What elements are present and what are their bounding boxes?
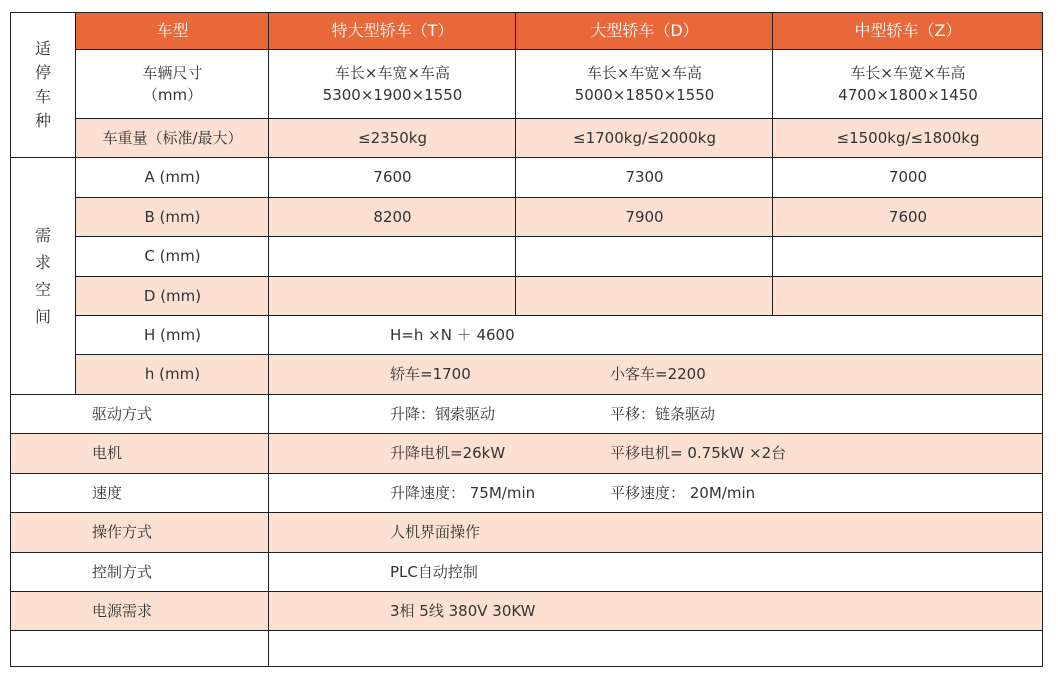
drive-label: 驱动方式 [92,404,153,423]
size-d-line1: 车长×车宽×车高 [586,63,703,82]
hline [76,49,1043,50]
group-char: 需 [34,225,51,245]
hline [10,473,1043,474]
header-car-type: 车型 [76,12,269,49]
border-top [10,12,1043,13]
vline-label [268,12,269,667]
size-d [516,49,773,118]
motor-label: 电机 [92,444,123,462]
operate-label: 操作方式 [92,523,153,541]
power-label: 电源需求 [92,601,153,620]
h-formula: H=h ×N ＋ 4600 [390,325,515,344]
group-char: 适 [34,38,51,58]
size-t-line1: 车长×车宽×车高 [334,63,451,82]
size-t-line2: 5300×1900×1550 [322,85,463,104]
size-label-line2: （mm） [142,85,203,104]
control-label: 控制方式 [92,562,153,581]
group-char: 停 [34,62,51,82]
group-char: 空 [34,279,51,299]
hline [76,354,1043,355]
size-z-line1: 车长×车宽×车高 [850,63,966,82]
group-char: 求 [34,252,51,272]
size-t [269,49,516,118]
a-label: A (mm) [144,168,201,186]
hline [76,236,1043,237]
speed-value-shift: 平移速度： 20M/min [610,483,756,502]
weight-d: ≤1700kg/≤2000kg [516,118,773,157]
h-label: H (mm) [144,325,201,344]
a-d: 7300 [625,168,664,186]
size-label-line1: 车辆尺寸 [142,63,203,82]
group-char: 间 [34,306,51,326]
a-t: 7600 [373,168,412,186]
drive-value-shift: 平移：链条驱动 [610,404,716,423]
control-value: PLC自动控制 [390,562,478,581]
vline-group [75,12,76,394]
hline [76,118,1043,119]
speed-label: 速度 [92,483,123,502]
b-label: B (mm) [76,197,269,236]
weight-t: ≤2350kg [269,118,516,157]
weight-label: 车重量（标准/最大） [76,118,269,157]
weight-z: ≤1500kg/≤1800kg [773,118,1043,157]
c-label: C (mm) [144,247,201,265]
hline [76,197,1043,198]
group-char: 种 [34,110,51,130]
hline [10,512,1043,513]
border-bottom [10,666,1043,667]
hh-value-car: 轿车=1700 [390,365,471,383]
size-d-line2: 5000×1850×1550 [574,85,715,104]
size-z [773,49,1043,118]
border-right [1042,12,1043,667]
hline [10,157,1043,158]
hh-label: h (mm) [144,365,201,383]
border-left [10,12,11,667]
hline [10,394,1043,395]
b-t: 8200 [269,197,516,236]
header-col-d: 大型轿车（D） [516,12,773,49]
b-z: 7600 [773,197,1043,236]
hline [10,591,1043,592]
header-col-t: 特大型轿车（T） [269,12,516,49]
hline [76,315,1043,316]
motor-value-shift: 平移电机= 0.75kW ×2台 [610,444,787,462]
hline [10,630,1043,631]
hline [10,433,1043,434]
drive-value-lift: 升降：钢索驱动 [390,404,496,423]
group-label-space [10,157,76,394]
speed-value-lift: 升降速度： 75M/min [390,483,536,502]
power-value: 3相 5线 380V 30KW [390,601,536,620]
size-label [76,49,269,118]
size-z-line2: 4700×1800×1450 [838,85,978,104]
operate-value: 人机界面操作 [390,523,481,541]
vline-col-d [515,12,516,315]
header-col-z: 中型轿车（Z） [773,12,1043,49]
vline-col-z [772,12,773,315]
motor-value-lift: 升降电机=26kW [390,444,506,462]
group-char: 车 [34,86,51,106]
empty-row [10,630,1043,666]
hline [10,552,1043,553]
d-row [76,276,1043,315]
b-d: 7900 [516,197,773,236]
hh-value-bus: 小客车=2200 [610,365,706,383]
group-label-vehicle [10,12,76,157]
d-label: D (mm) [143,286,202,305]
a-z: 7000 [888,168,928,186]
hline [76,276,1043,277]
